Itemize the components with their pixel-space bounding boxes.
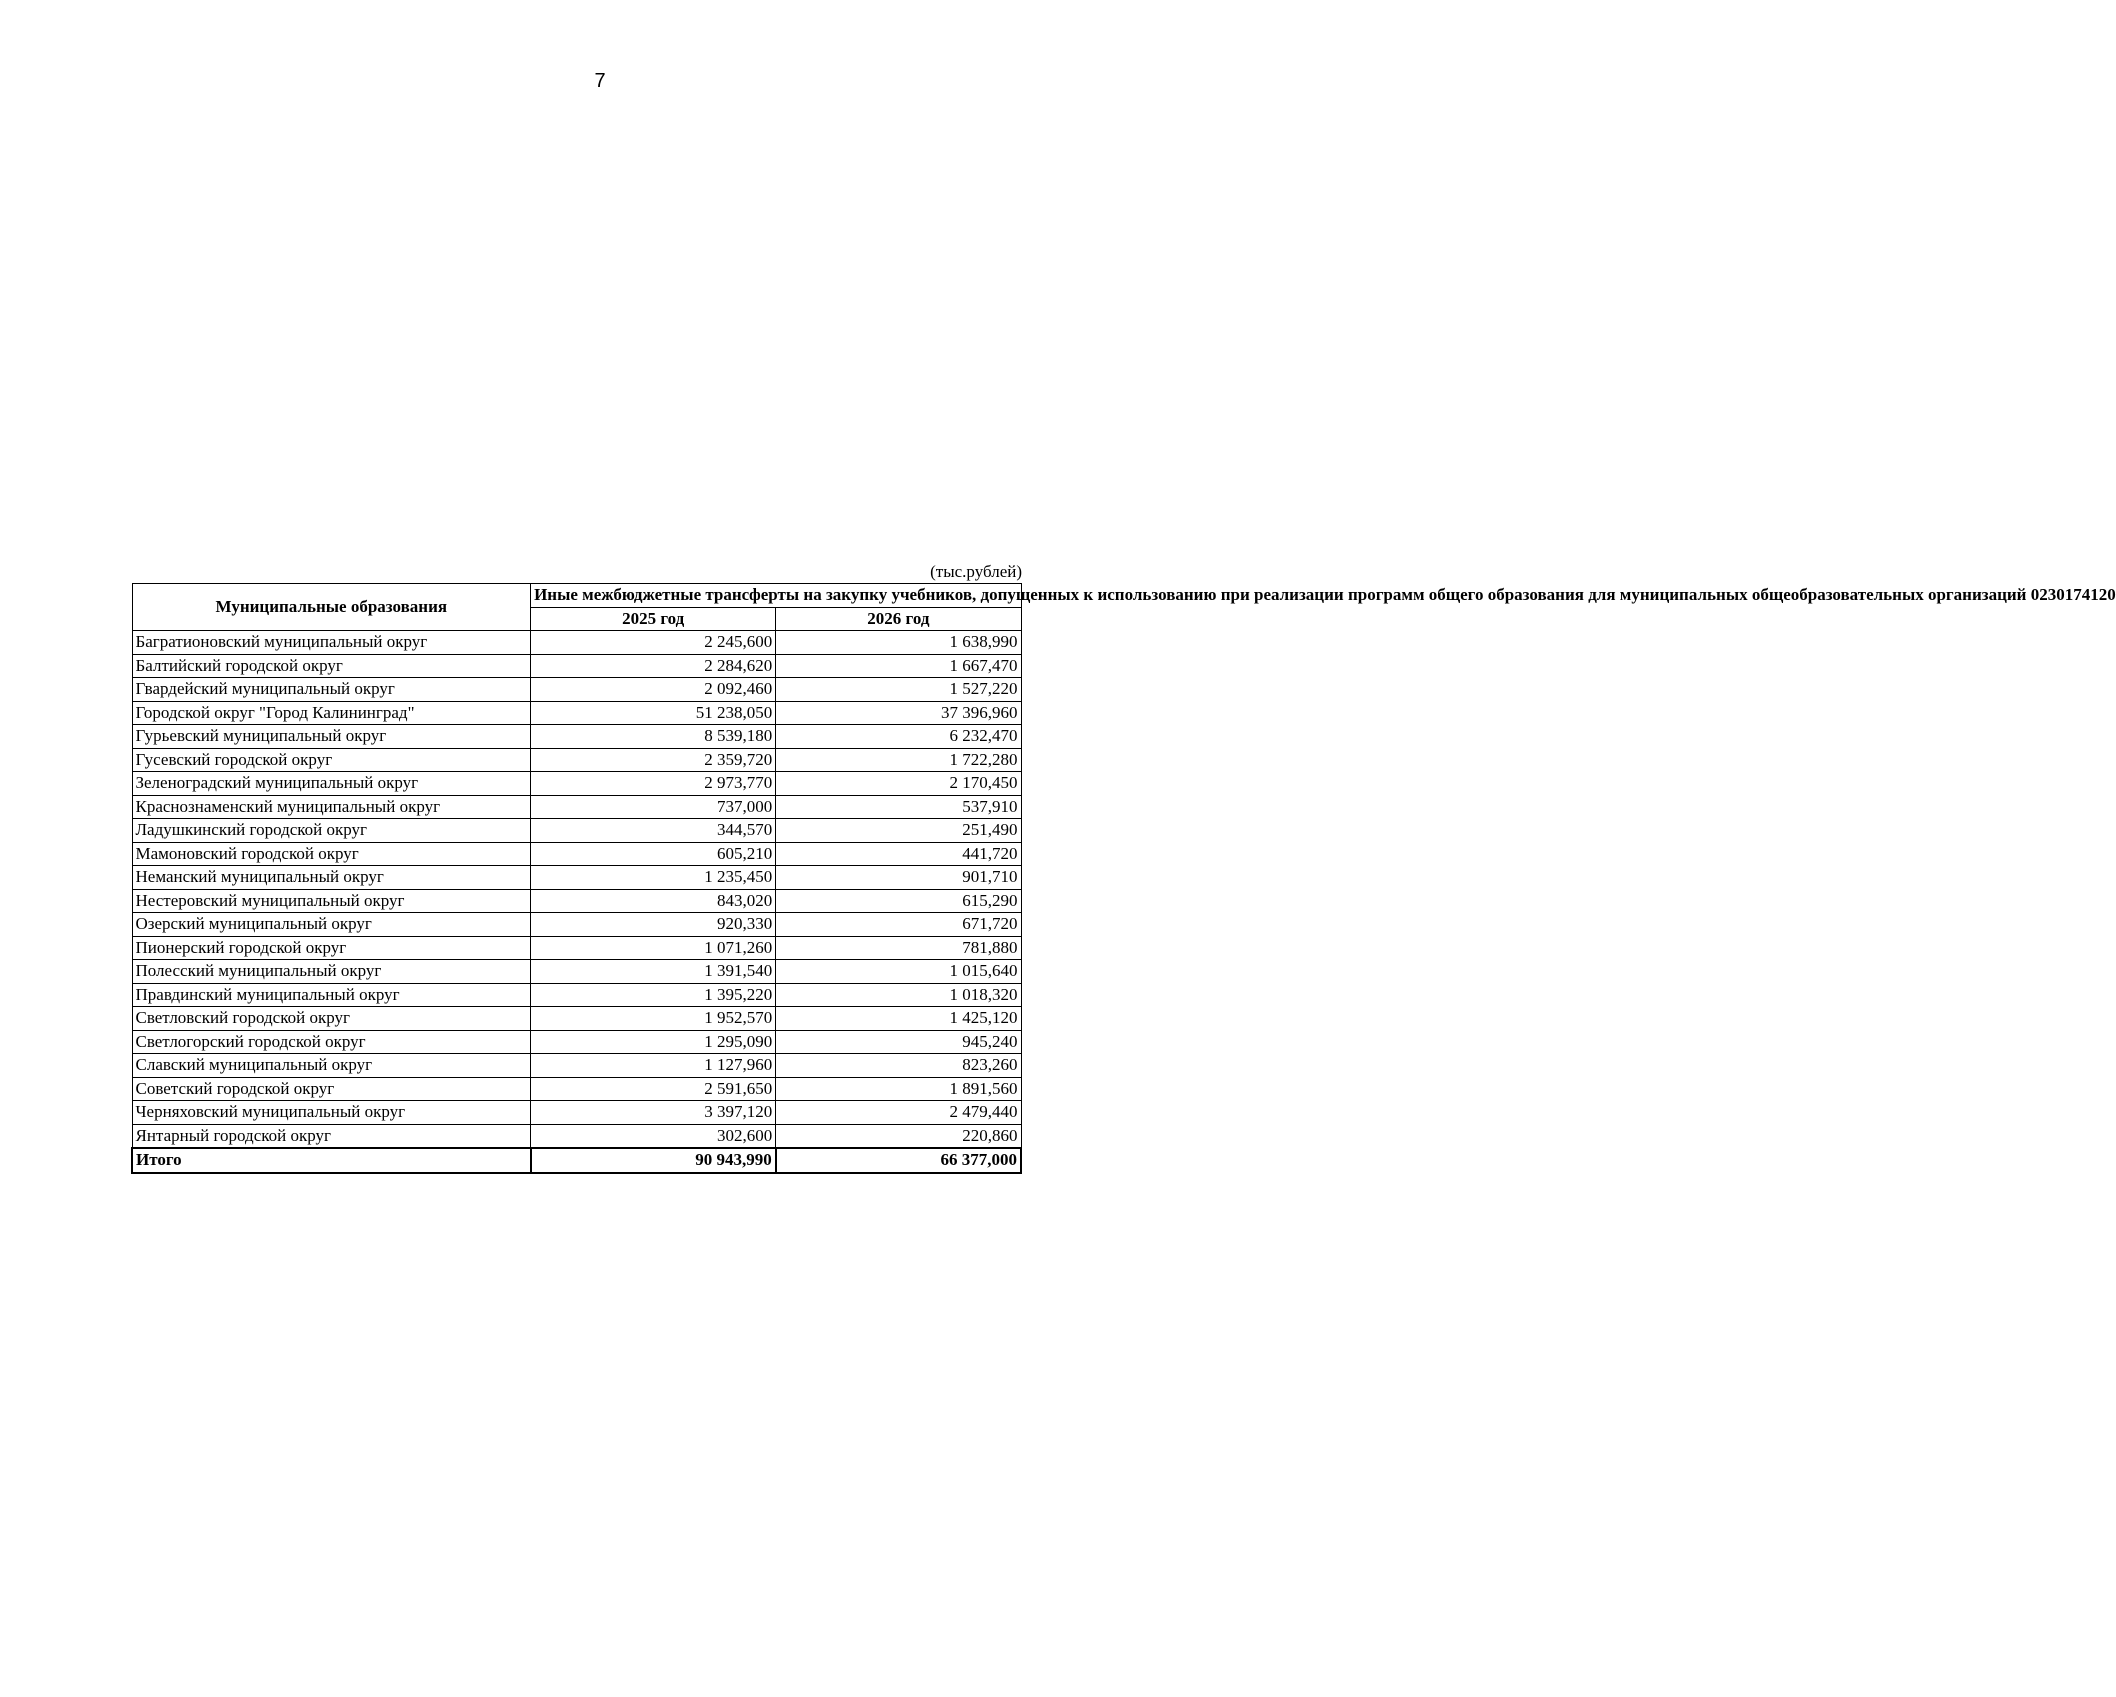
- municipality-name: Правдинский муниципальный округ: [132, 983, 531, 1007]
- value-2025: 1 952,570: [531, 1007, 776, 1031]
- municipality-name: Светлогорский городской округ: [132, 1030, 531, 1054]
- value-2025: 1 127,960: [531, 1054, 776, 1078]
- municipality-name: Ладушкинский городской округ: [132, 819, 531, 843]
- table-row: [132, 983, 1021, 1007]
- table-row: [132, 1124, 1021, 1148]
- value-2025: 843,020: [531, 889, 776, 913]
- value-2025: 2 092,460: [531, 678, 776, 702]
- table-row: [132, 1030, 1021, 1054]
- value-2026: 6 232,470: [776, 725, 1021, 749]
- table-row: [132, 725, 1021, 749]
- value-2025: 1 391,540: [531, 960, 776, 984]
- municipality-name: Городской округ "Город Калининград": [132, 701, 531, 725]
- value-2026: 945,240: [776, 1030, 1021, 1054]
- value-2026: 37 396,960: [776, 701, 1021, 725]
- table-row: [132, 1054, 1021, 1078]
- total-label: Итого: [132, 1148, 531, 1173]
- municipality-name: Нестеровский муниципальный округ: [132, 889, 531, 913]
- municipality-name: Славский муниципальный округ: [132, 1054, 531, 1078]
- table-body: [132, 631, 1021, 1149]
- header-year-2026: 2026 год: [776, 607, 1021, 631]
- municipality-name: Светловский городской округ: [132, 1007, 531, 1031]
- value-2026: 1 425,120: [776, 1007, 1021, 1031]
- page-number: 7: [594, 70, 606, 92]
- value-2025: 1 071,260: [531, 936, 776, 960]
- value-2026: 251,490: [776, 819, 1021, 843]
- value-2025: 2 973,770: [531, 772, 776, 796]
- value-2025: 1 235,450: [531, 866, 776, 890]
- value-2025: 3 397,120: [531, 1101, 776, 1125]
- table-row: [132, 960, 1021, 984]
- table-row: [132, 936, 1021, 960]
- value-2025: 737,000: [531, 795, 776, 819]
- municipality-name: Черняховский муниципальный округ: [132, 1101, 531, 1125]
- header-municipalities: Муниципальные образования: [132, 584, 531, 631]
- municipality-name: Краснознаменский муниципальный округ: [132, 795, 531, 819]
- value-2026: 1 891,560: [776, 1077, 1021, 1101]
- table-row: [132, 654, 1021, 678]
- table-row: [132, 631, 1021, 655]
- table-row: [132, 913, 1021, 937]
- value-2026: 1 722,280: [776, 748, 1021, 772]
- table-row: [132, 678, 1021, 702]
- value-2026: 1 638,990: [776, 631, 1021, 655]
- value-2025: 1 395,220: [531, 983, 776, 1007]
- value-2026: 901,710: [776, 866, 1021, 890]
- municipality-name: Багратионовский муниципальный округ: [132, 631, 531, 655]
- value-2026: 781,880: [776, 936, 1021, 960]
- municipality-name: Гвардейский муниципальный округ: [132, 678, 531, 702]
- municipality-name: Зеленоградский муниципальный округ: [132, 772, 531, 796]
- municipality-name: Озерский муниципальный округ: [132, 913, 531, 937]
- total-row: [132, 1148, 1021, 1173]
- value-2025: 302,600: [531, 1124, 776, 1148]
- municipality-name: Советский городской округ: [132, 1077, 531, 1101]
- table-row: [132, 795, 1021, 819]
- header-transfer-description: Иные межбюджетные трансферты на закупку учебников, допущенных к использованию при реализации программ общего образования для муниципальных общеобразовательных организаций 0230174120: [531, 584, 1021, 608]
- municipality-name: Янтарный городской округ: [132, 1124, 531, 1148]
- value-2025: 2 591,650: [531, 1077, 776, 1101]
- value-2026: 2 479,440: [776, 1101, 1021, 1125]
- value-2025: 1 295,090: [531, 1030, 776, 1054]
- table-row: [132, 889, 1021, 913]
- value-2025: 2 284,620: [531, 654, 776, 678]
- value-2026: 615,290: [776, 889, 1021, 913]
- value-2025: 51 238,050: [531, 701, 776, 725]
- total-2025: 90 943,990: [531, 1148, 776, 1173]
- value-2026: 671,720: [776, 913, 1021, 937]
- value-2025: 8 539,180: [531, 725, 776, 749]
- table-row: [132, 842, 1021, 866]
- value-2026: 1 527,220: [776, 678, 1021, 702]
- table-row: [132, 1077, 1021, 1101]
- value-2026: 220,860: [776, 1124, 1021, 1148]
- header-year-2025: 2025 год: [531, 607, 776, 631]
- table-row: [132, 866, 1021, 890]
- value-2026: 2 170,450: [776, 772, 1021, 796]
- value-2025: 2 245,600: [531, 631, 776, 655]
- units-label: (тыс.рублей): [930, 562, 1022, 581]
- value-2025: 920,330: [531, 913, 776, 937]
- municipality-name: Неманский муниципальный округ: [132, 866, 531, 890]
- municipality-name: Гурьевский муниципальный округ: [132, 725, 531, 749]
- municipality-name: Пионерский городской округ: [132, 936, 531, 960]
- value-2026: 441,720: [776, 842, 1021, 866]
- table-row: [132, 772, 1021, 796]
- table-row: [132, 1007, 1021, 1031]
- table-row: [132, 819, 1021, 843]
- value-2025: 605,210: [531, 842, 776, 866]
- value-2026: 537,910: [776, 795, 1021, 819]
- municipality-name: Мамоновский городской округ: [132, 842, 531, 866]
- value-2026: 1 667,470: [776, 654, 1021, 678]
- value-2026: 823,260: [776, 1054, 1021, 1078]
- municipality-name: Полесский муниципальный округ: [132, 960, 531, 984]
- table-row: [132, 1101, 1021, 1125]
- value-2026: 1 015,640: [776, 960, 1021, 984]
- table-row: [132, 701, 1021, 725]
- table-row: [132, 748, 1021, 772]
- transfers-table: [131, 583, 2116, 1174]
- municipality-name: Балтийский городской округ: [132, 654, 531, 678]
- municipality-name: Гусевский городской округ: [132, 748, 531, 772]
- value-2025: 2 359,720: [531, 748, 776, 772]
- total-2026: 66 377,000: [776, 1148, 1021, 1173]
- value-2025: 344,570: [531, 819, 776, 843]
- value-2026: 1 018,320: [776, 983, 1021, 1007]
